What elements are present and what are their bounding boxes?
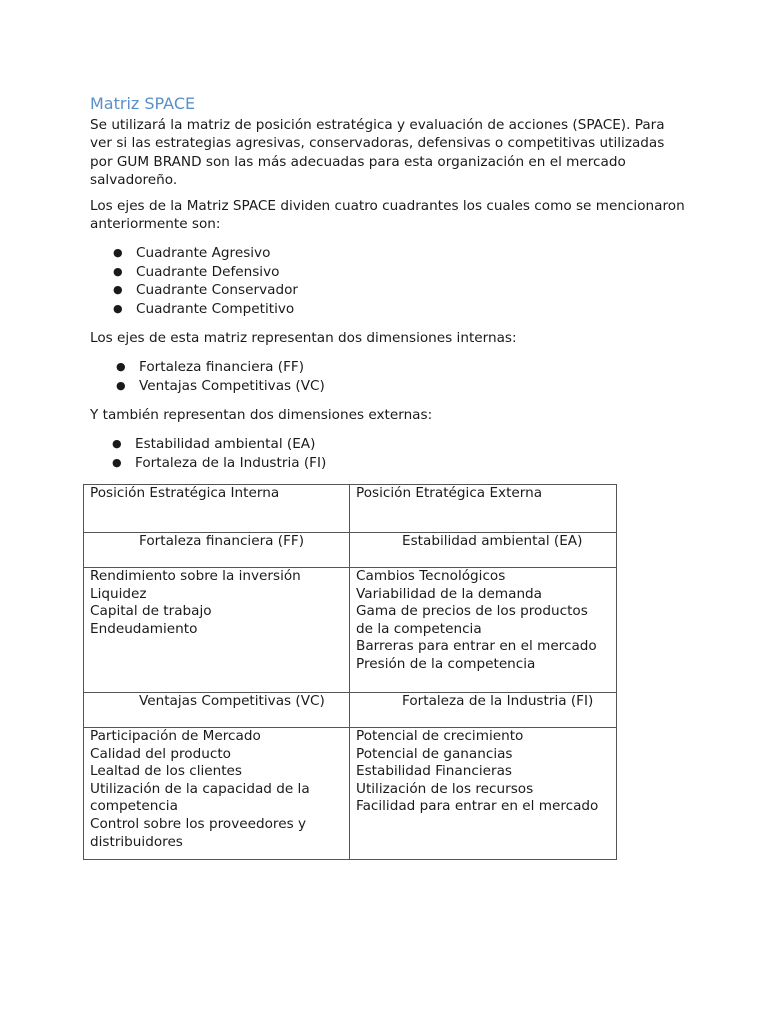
bullet-icon: ●: [113, 301, 123, 315]
quadrants-list: [113, 244, 298, 318]
intro-paragraph: Se utilizará la matriz de posición estratégica y evaluación de acciones (SPACE). Para ver si las estrategias agresivas, conservadoras, defensivas o competitivas utilizadas por GUM BRAND son las más adecuadas para esta organización en el mercado salvadoreño.: [90, 117, 665, 189]
header-cell-internal: Posición Estratégica Interna: [84, 485, 350, 533]
bullet-icon: ●: [113, 264, 123, 278]
vc-items-cell: Participación de Mercado Calidad del producto Lealtad de los clientes Utilización de la capacidad de la competencia Control sobre los proveedores y distribuidores: [84, 728, 350, 860]
table-row: [84, 693, 617, 728]
fi-items-cell: Potencial de crecimiento Potencial de ganancias Estabilidad Financieras Utilización de los recursos Facilidad para entrar en el mercado: [350, 728, 617, 860]
table-row: [84, 568, 617, 693]
table-row: [84, 728, 617, 860]
bullet-icon: ●: [116, 378, 126, 392]
list-item: ● Cuadrante Defensivo: [113, 263, 280, 280]
internal-dimensions-paragraph: Los ejes de esta matriz representan dos dimensiones internas:: [90, 330, 517, 346]
list-item: ● Fortaleza de la Industria (FI): [112, 454, 327, 471]
header-cell-external: Posición Etratégica Externa: [350, 485, 617, 533]
internal-dimensions-list: [116, 358, 325, 395]
external-dimensions-list: [112, 435, 327, 472]
list-item: ● Ventajas Competitivas (VC): [116, 377, 325, 394]
space-matrix-table: [83, 484, 617, 860]
bullet-icon: ●: [113, 283, 123, 297]
bullet-icon: ●: [113, 246, 123, 259]
vc-label-cell: Ventajas Competitivas (VC): [84, 693, 350, 728]
list-item: ● Cuadrante Competitivo: [113, 300, 295, 317]
list-item: ● Cuadrante Conservador: [113, 282, 298, 299]
axes-paragraph: Los ejes de la Matriz SPACE dividen cuatro cuadrantes los cuales como se mencionaron anteriormente son:: [90, 198, 685, 233]
ff-label-cell: Fortaleza financiera (FF): [84, 533, 350, 568]
page-title: Matriz SPACE: [90, 94, 196, 113]
list-item: ● Cuadrante Agresivo: [113, 245, 271, 261]
table-row: [84, 485, 617, 533]
list-item: ● Estabilidad ambiental (EA): [112, 436, 316, 452]
bullet-icon: ●: [112, 455, 122, 469]
external-dimensions-paragraph: Y también representan dos dimensiones externas:: [90, 407, 433, 423]
ff-items-cell: Rendimiento sobre la inversión Liquidez Capital de trabajo Endeudamiento: [84, 568, 350, 693]
list-item: ● Fortaleza financiera (FF): [116, 359, 305, 375]
ea-items-cell: Cambios Tecnológicos Variabilidad de la demanda Gama de precios de los productos de la competencia Barreras para entrar en el mercado Presión de la competencia: [350, 568, 617, 693]
bullet-icon: ●: [112, 437, 122, 450]
bullet-icon: ●: [116, 360, 126, 373]
table-row: [84, 533, 617, 568]
fi-label-cell: Fortaleza de la Industria (FI): [350, 693, 617, 728]
ea-label-cell: Estabilidad ambiental (EA): [350, 533, 617, 568]
